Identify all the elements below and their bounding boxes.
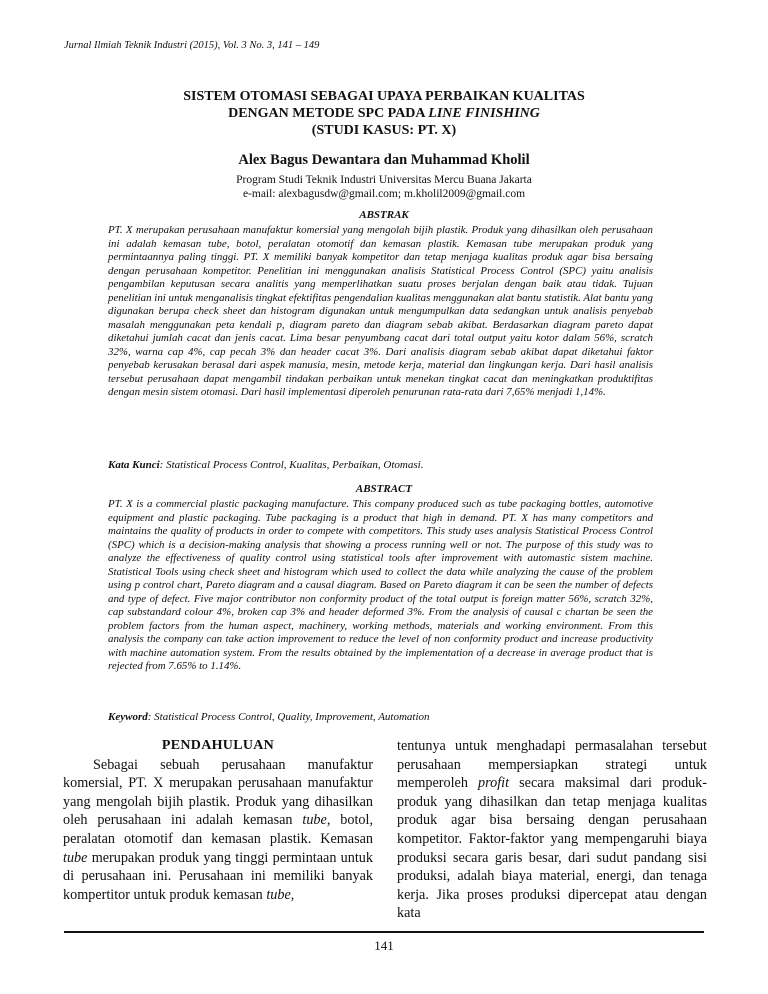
affiliation-email: e-mail: alexbagusdw@gmail.com; m.kholil2009@gmail.com (242, 188, 526, 200)
page-number: 141 (374, 938, 394, 953)
section-heading-pendahuluan: PENDAHULUAN (161, 738, 275, 753)
column-right (397, 737, 707, 923)
author-names: Alex Bagus Dewantara dan Muhammad Kholil (238, 152, 530, 168)
abstract-body: PT. X is a commercial plastic packaging manufacture. This company produced such as tube packaging bottles, automotive equipment and plastic packaging. Tube packaging is a product that high in demand. PT. X has many competitors and maintains the quality of products in order to compete with competitors. This study uses analysis Statistical Process Control (SPC) which is a decision-making analysis that showing a process running well or not. The purpose of this study was to analyze the effectiveness of quality control using statistical tools after improvement with automastic sistem machine. Statistical Tools using check sheet and histogram which used to collect the data while analyzing the cause of the problem using p control chart, Pareto diagram and a causal diagram. Based on Pareto diagram it can be seen the number of defects and type of defect. Five major contributor non conformity product of the total output is foreign matter 56%, scratch 32%, cap substandard colour 4%, broken cap 3% and header deformed 3%. From the analysis of causal c chartan be seen the problem factors from the human aspect, machinery, working methods, materials and working environment. From this analysis the company can take action improvement to reduce the level of non conformity product and increase productivity with machine automation system. From the results obtained by the implementation of a decrease in average product that is rejected from 7.65% to 1.14%. (108, 498, 653, 672)
title-line-2: DENGAN METODE SPC PADA LINE FINISHING (228, 106, 540, 121)
title-line-3: (STUDI KASUS: PT. X) (311, 123, 457, 138)
paper-title (0, 88, 768, 139)
affiliation-institution: Program Studi Teknik Industri Universitas Mercu Buana Jakarta (236, 174, 532, 186)
journal-running-header: Jurnal Ilmiah Teknik Industri (2015), Vol. 3 No. 3, 141 – 149 (64, 40, 320, 51)
pendahuluan-paragraph-1: Sebagai sebuah perusahaan manufaktur komersial, PT. X merupakan perusahaan manufaktur yang mengolah bijih plastik. Produk yang dihasilkan oleh perusahaan ini adalah kemasan tube, botol, peralatan otomotif dan kemasan plastik. Kemasan tube merupakan produk yang tinggi permintaan untuk di perusahaan ini. Perusahaan ini memiliki banyak kompertitor untuk produk kemasan tube, (63, 756, 373, 903)
abstrak-heading: ABSTRAK (359, 209, 409, 221)
column-left (63, 737, 373, 904)
pendahuluan-paragraph-continued: tentunya untuk menghadapi permasalahan tersebut perusahaan mempersiapkan strategi untuk memperoleh profit secara maksimal dari produk-produk yang dihasilkan dan tetap menjaga kualitas produk agar bisa bersaing dengan perusahaan kompetitor. Faktor-faktor yang mempengaruhi biaya produksi secara garis besar, dari sudut pandang sisi produksi, adalah biaya material, energi, dan tenaga kerja. Jika proses produksi dipercepat atau dengan kata (397, 738, 707, 922)
affiliation (0, 173, 768, 201)
kata-kunci: Kata Kunci: Statistical Process Control, Kualitas, Perbaikan, Otomasi. (108, 459, 424, 471)
keyword-line: Keyword: Statistical Process Control, Quality, Improvement, Automation (108, 711, 430, 723)
abstract-heading: ABSTRACT (355, 483, 413, 495)
title-line-1: SISTEM OTOMASI SEBAGAI UPAYA PERBAIKAN KUALITAS (183, 89, 585, 104)
abstrak-body: PT. X merupakan perusahaan manufaktur komersial yang mengolah bijih plastik. Produk yang dihasilkan oleh perusahaan ini adalah kemasan tube, botol, peralatan otomotif dan kemasan plastik. Kemasan tube merupakan produk yang permintaannya paling tinggi. PT. X memiliki banyak kompetitor dan tetap menjaga kualitas produk agar bisa bersaing dengan perusahaan kompetitor. Penelitian ini menggunakan analisis Statistical Process Control (SPC) yaitu analisis pengambilan keputusan secara analitis yang memperlihatkan suatu proses berjalan dengan baik atau tidak. Tujuan penelitian ini untuk menganalisis tingkat efektifitas pengendalian kualitas menggunakan alat bantu statistik. Alat bantu yang digunakan berupa check sheet dan histogram digunakan untuk mengumpulkan data sedangkan untuk analisis penyebab masalah menggunakan peta kendali p, diagram pareto dan diagram sebab akibat. Berdasarkan diagram pareto dapat diketahui jumlah cacat dan jenis cacat. Lima besar penyumbang cacat dari total output yaitu kotor dalam 56%, scratch 32%, warna cap 4%, cap pecah 3% dan header cacat 3%. Dari analisis diagram sebab akibat dapat diketahui faktor penyebab kerusakan berasal dari aspek manusia, mesin, metode kerja, material dan lingkungan kerja. Dari hasil analisis tersebut perusahaan dapat mengambil tindakan perbaikan untuk menekan tingkat cacat dan meningkatkan produktifitas dengan mesin sistem otomasi. Dari hasil implementasi diperoleh penurunan rata-rata dari 7,65% menjadi 1,14%. (108, 224, 653, 398)
footer-divider (64, 931, 704, 933)
